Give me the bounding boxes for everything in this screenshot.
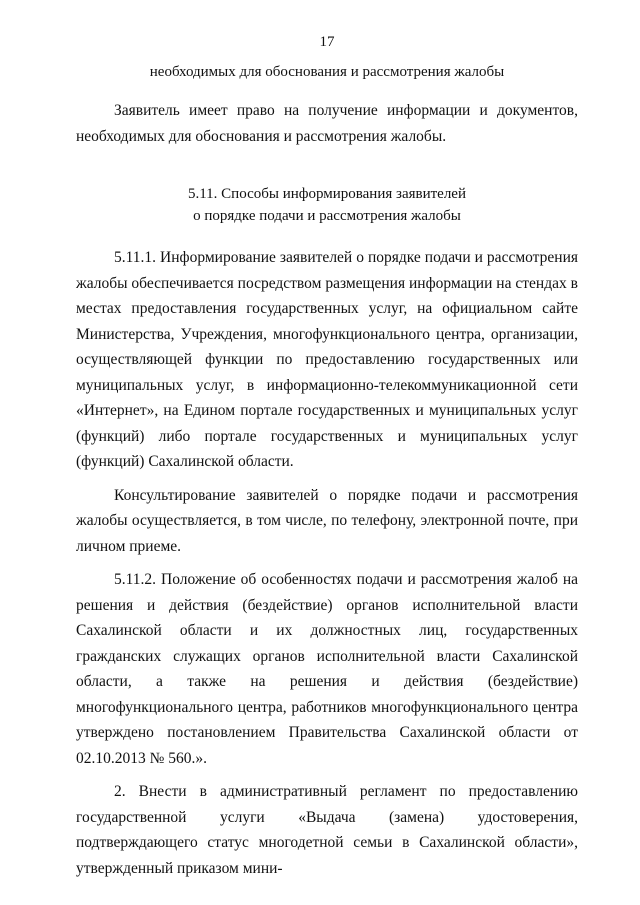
section-heading [76, 183, 578, 227]
section-heading-line-1: 5.11. Способы информирования заявителей [187, 186, 466, 202]
paragraph-consultation: Консультирование заявителей о порядке подачи и рассмотрения жалобы осуществляется, в том числе, по телефону, электронной почте, при личном приеме. [76, 486, 578, 555]
paragraph-right-to-information: Заявитель имеет право на получение информации и документов, необходимых для обоснования и рассмотрения жалобы. [76, 102, 578, 145]
continued-text-fragment: необходимых для обоснования и рассмотрения жалобы [149, 64, 505, 80]
page-number: 17 [319, 34, 335, 50]
paragraph-5-11-2: 5.11.2. Положение об особенностях подачи и рассмотрения жалоб на решения и действия (бездействие) органов исполнительной власти Сахалинской области и их должностных лиц, государственных гражданских служащих органов исполнительной власти Сахалинской области, а также на решения и действия (бездействие) многофункционального центра, работников многофункционального центра утверждено постановлением Правительства Сахалинской области от 02.10.2013 № 560.». [76, 571, 578, 767]
paragraph-amendment-2: 2. Внести в административный регламент по предоставлению государственной услуги «Выдача (замена) удостоверения, подтверждающего статус многодетной семьи в Сахалинской области», утвержденный приказом мини- [76, 783, 578, 877]
paragraph-5-11-1: 5.11.1. Информирование заявителей о порядке подачи и рассмотрения жалобы обеспечивается посредством размещения информации на стендах в местах предоставления государственных услуг, на официальном сайте Министерства, Учреждения, многофункционального центра, организации, осуществляющей функции по предоставлению государственных или муниципальных услуг, в информационно-телекоммуникационной сети «Интернет», на Едином портале государственных и муниципальных услуг (функций) либо портале государственных и муниципальных услуг (функций) Сахалинской области. [76, 249, 578, 470]
section-heading-line-2: о порядке подачи и рассмотрения жалобы [193, 208, 461, 224]
document-body [76, 98, 578, 881]
document-page [76, 0, 578, 905]
